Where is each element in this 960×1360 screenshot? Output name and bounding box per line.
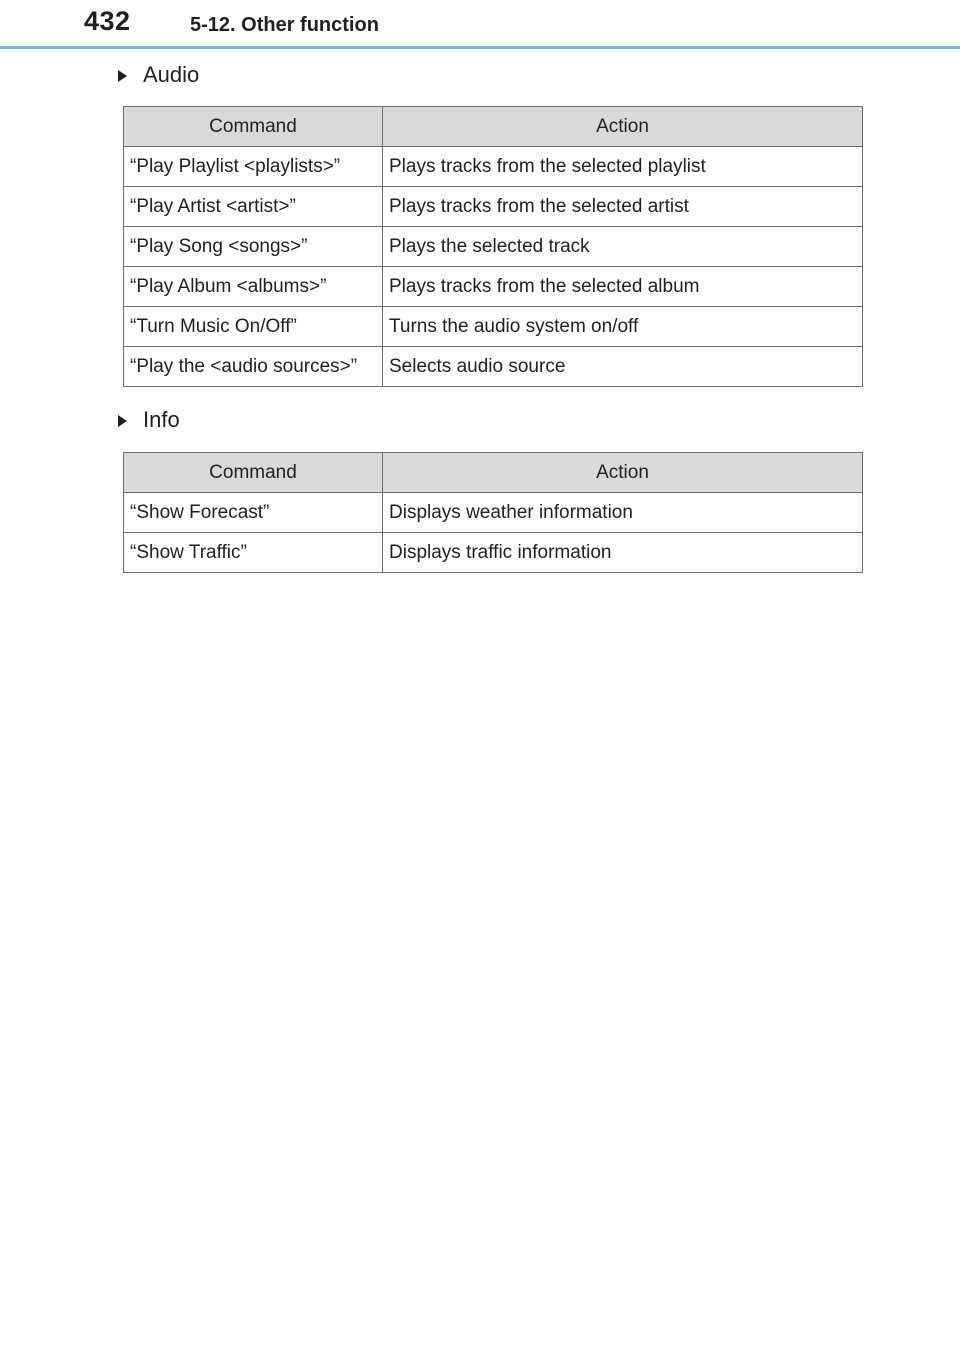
- column-header-command: Command: [124, 107, 383, 147]
- page-number: 432: [84, 6, 131, 36]
- page-header: [0, 0, 960, 50]
- action-cell: Plays tracks from the selected playlist: [383, 147, 863, 187]
- command-cell: “Show Forecast”: [124, 493, 383, 533]
- action-cell: Displays traffic information: [383, 533, 863, 573]
- table-header-row: [124, 107, 863, 147]
- audio-command-table: [123, 106, 863, 387]
- command-cell: “Play Artist <artist>”: [124, 187, 383, 227]
- table-row: [124, 227, 863, 267]
- header-rule: [0, 46, 960, 49]
- command-cell: “Play the <audio sources>”: [124, 347, 383, 387]
- audio-heading: [118, 62, 199, 88]
- table-row: [124, 187, 863, 227]
- action-cell: Selects audio source: [383, 347, 863, 387]
- column-header-command: Command: [124, 453, 383, 493]
- section-title: 5-12. Other function: [190, 14, 379, 36]
- command-cell: “Play Album <albums>”: [124, 267, 383, 307]
- audio-heading-label: Audio: [143, 62, 200, 87]
- action-cell: Turns the audio system on/off: [383, 307, 863, 347]
- table-row: [124, 307, 863, 347]
- command-cell: “Show Traffic”: [124, 533, 383, 573]
- column-header-action: Action: [383, 453, 863, 493]
- table-row: [124, 147, 863, 187]
- table-row: [124, 267, 863, 307]
- column-header-action: Action: [383, 107, 863, 147]
- info-heading: [118, 407, 180, 433]
- table-header-row: [124, 453, 863, 493]
- action-cell: Plays the selected track: [383, 227, 863, 267]
- action-cell: Displays weather information: [383, 493, 863, 533]
- table-row: [124, 493, 863, 533]
- command-cell: “Play Playlist <playlists>”: [124, 147, 383, 187]
- table-row: [124, 533, 863, 573]
- triangle-bullet-icon: [118, 415, 127, 427]
- triangle-bullet-icon: [118, 70, 127, 82]
- info-command-table: [123, 452, 863, 573]
- info-heading-label: Info: [143, 407, 180, 432]
- command-cell: “Play Song <songs>”: [124, 227, 383, 267]
- command-cell: “Turn Music On/Off”: [124, 307, 383, 347]
- action-cell: Plays tracks from the selected artist: [383, 187, 863, 227]
- action-cell: Plays tracks from the selected album: [383, 267, 863, 307]
- table-row: [124, 347, 863, 387]
